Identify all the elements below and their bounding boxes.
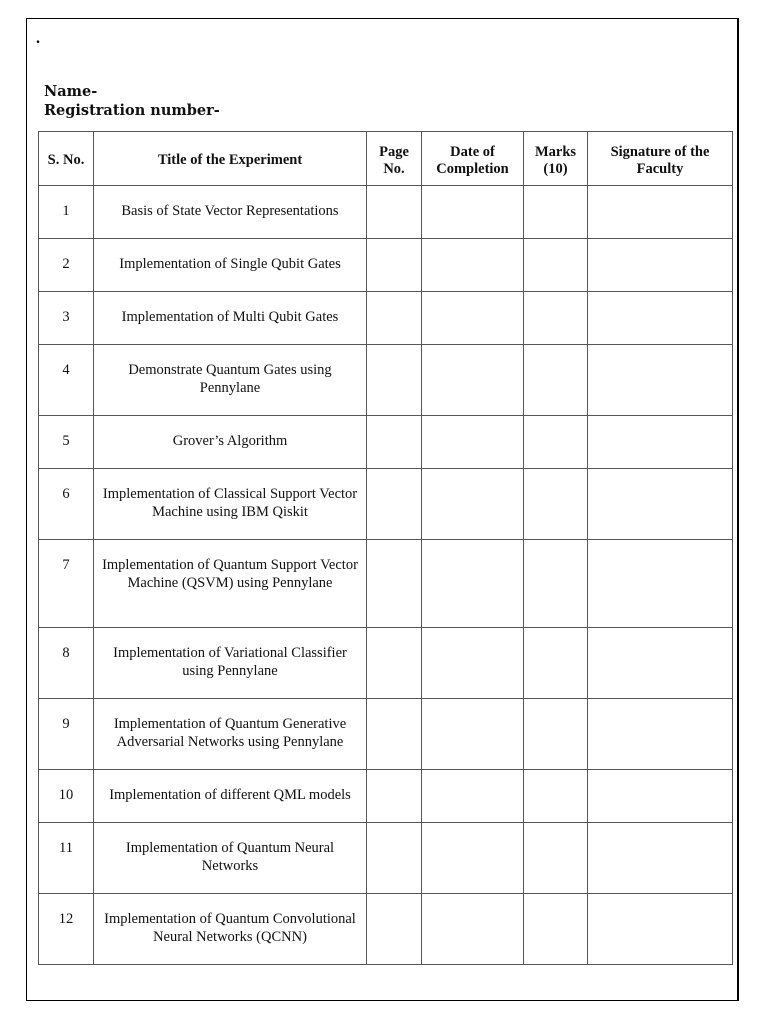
signature-cell: [588, 345, 733, 416]
page-no-cell: [367, 699, 422, 770]
page-no-cell: [367, 628, 422, 699]
row-title: Implementation of Multi Qubit Gates: [94, 292, 367, 345]
date-cell: [422, 186, 524, 239]
marks-cell: [524, 416, 588, 469]
page-no-cell: [367, 416, 422, 469]
signature-cell: [588, 239, 733, 292]
signature-cell: [588, 823, 733, 894]
student-info: [44, 82, 220, 120]
row-sno: 2: [39, 239, 94, 292]
table-row: [39, 239, 733, 292]
page-no-cell: [367, 292, 422, 345]
row-sno: 6: [39, 469, 94, 540]
table-row: [39, 345, 733, 416]
date-cell: [422, 770, 524, 823]
signature-cell: [588, 540, 733, 628]
row-title: Implementation of Quantum Support Vector Machine (QSVM) using Pennylane: [94, 540, 367, 628]
signature-cell: [588, 699, 733, 770]
date-cell: [422, 628, 524, 699]
date-cell: [422, 345, 524, 416]
row-title: Implementation of Single Qubit Gates: [94, 239, 367, 292]
row-title: Implementation of Variational Classifier using Pennylane: [94, 628, 367, 699]
row-sno: 12: [39, 894, 94, 965]
signature-cell: [588, 894, 733, 965]
marks-cell: [524, 699, 588, 770]
date-cell: [422, 540, 524, 628]
table-row: [39, 469, 733, 540]
row-sno: 7: [39, 540, 94, 628]
marks-cell: [524, 186, 588, 239]
page-no-cell: [367, 823, 422, 894]
marks-cell: [524, 540, 588, 628]
row-title: Demonstrate Quantum Gates using Pennylane: [94, 345, 367, 416]
dot-mark: .: [36, 30, 40, 47]
header-sno: S. No.: [39, 132, 94, 186]
page-no-cell: [367, 894, 422, 965]
header-marks: Marks (10): [524, 132, 588, 186]
marks-cell: [524, 770, 588, 823]
marks-cell: [524, 292, 588, 345]
page-no-cell: [367, 469, 422, 540]
page-no-cell: [367, 770, 422, 823]
date-cell: [422, 292, 524, 345]
page-no-cell: [367, 186, 422, 239]
header-title: Title of the Experiment: [94, 132, 367, 186]
registration-number-label: Registration number-: [44, 102, 220, 119]
signature-cell: [588, 469, 733, 540]
row-sno: 9: [39, 699, 94, 770]
table-header-row: [39, 132, 733, 186]
row-title: Basis of State Vector Representations: [94, 186, 367, 239]
table-row: [39, 770, 733, 823]
signature-cell: [588, 770, 733, 823]
table-row: [39, 292, 733, 345]
signature-cell: [588, 628, 733, 699]
table-row: [39, 628, 733, 699]
page-no-cell: [367, 239, 422, 292]
name-label: Name-: [44, 83, 98, 100]
page-no-cell: [367, 345, 422, 416]
marks-cell: [524, 894, 588, 965]
row-sno: 10: [39, 770, 94, 823]
marks-cell: [524, 469, 588, 540]
table-row: [39, 699, 733, 770]
marks-cell: [524, 345, 588, 416]
experiment-index-table: [38, 131, 733, 965]
row-sno: 8: [39, 628, 94, 699]
row-title: Implementation of Classical Support Vector Machine using IBM Qiskit: [94, 469, 367, 540]
header-page-no: Page No.: [367, 132, 422, 186]
row-title: Implementation of Quantum Generative Adversarial Networks using Pennylane: [94, 699, 367, 770]
signature-cell: [588, 416, 733, 469]
page-no-cell: [367, 540, 422, 628]
row-sno: 4: [39, 345, 94, 416]
marks-cell: [524, 239, 588, 292]
row-title: Grover’s Algorithm: [94, 416, 367, 469]
signature-cell: [588, 186, 733, 239]
row-title: Implementation of Quantum Neural Networks: [94, 823, 367, 894]
marks-cell: [524, 628, 588, 699]
row-title: Implementation of Quantum Convolutional Neural Networks (QCNN): [94, 894, 367, 965]
date-cell: [422, 469, 524, 540]
table-row: [39, 823, 733, 894]
date-cell: [422, 823, 524, 894]
row-sno: 1: [39, 186, 94, 239]
signature-cell: [588, 292, 733, 345]
table-row: [39, 416, 733, 469]
row-sno: 5: [39, 416, 94, 469]
table-row: [39, 540, 733, 628]
date-cell: [422, 894, 524, 965]
header-date-of-completion: Date of Completion: [422, 132, 524, 186]
date-cell: [422, 416, 524, 469]
row-sno: 3: [39, 292, 94, 345]
row-sno: 11: [39, 823, 94, 894]
table-row: [39, 894, 733, 965]
table-row: [39, 186, 733, 239]
date-cell: [422, 699, 524, 770]
row-title: Implementation of different QML models: [94, 770, 367, 823]
date-cell: [422, 239, 524, 292]
header-faculty-signature: Signature of the Faculty: [588, 132, 733, 186]
marks-cell: [524, 823, 588, 894]
